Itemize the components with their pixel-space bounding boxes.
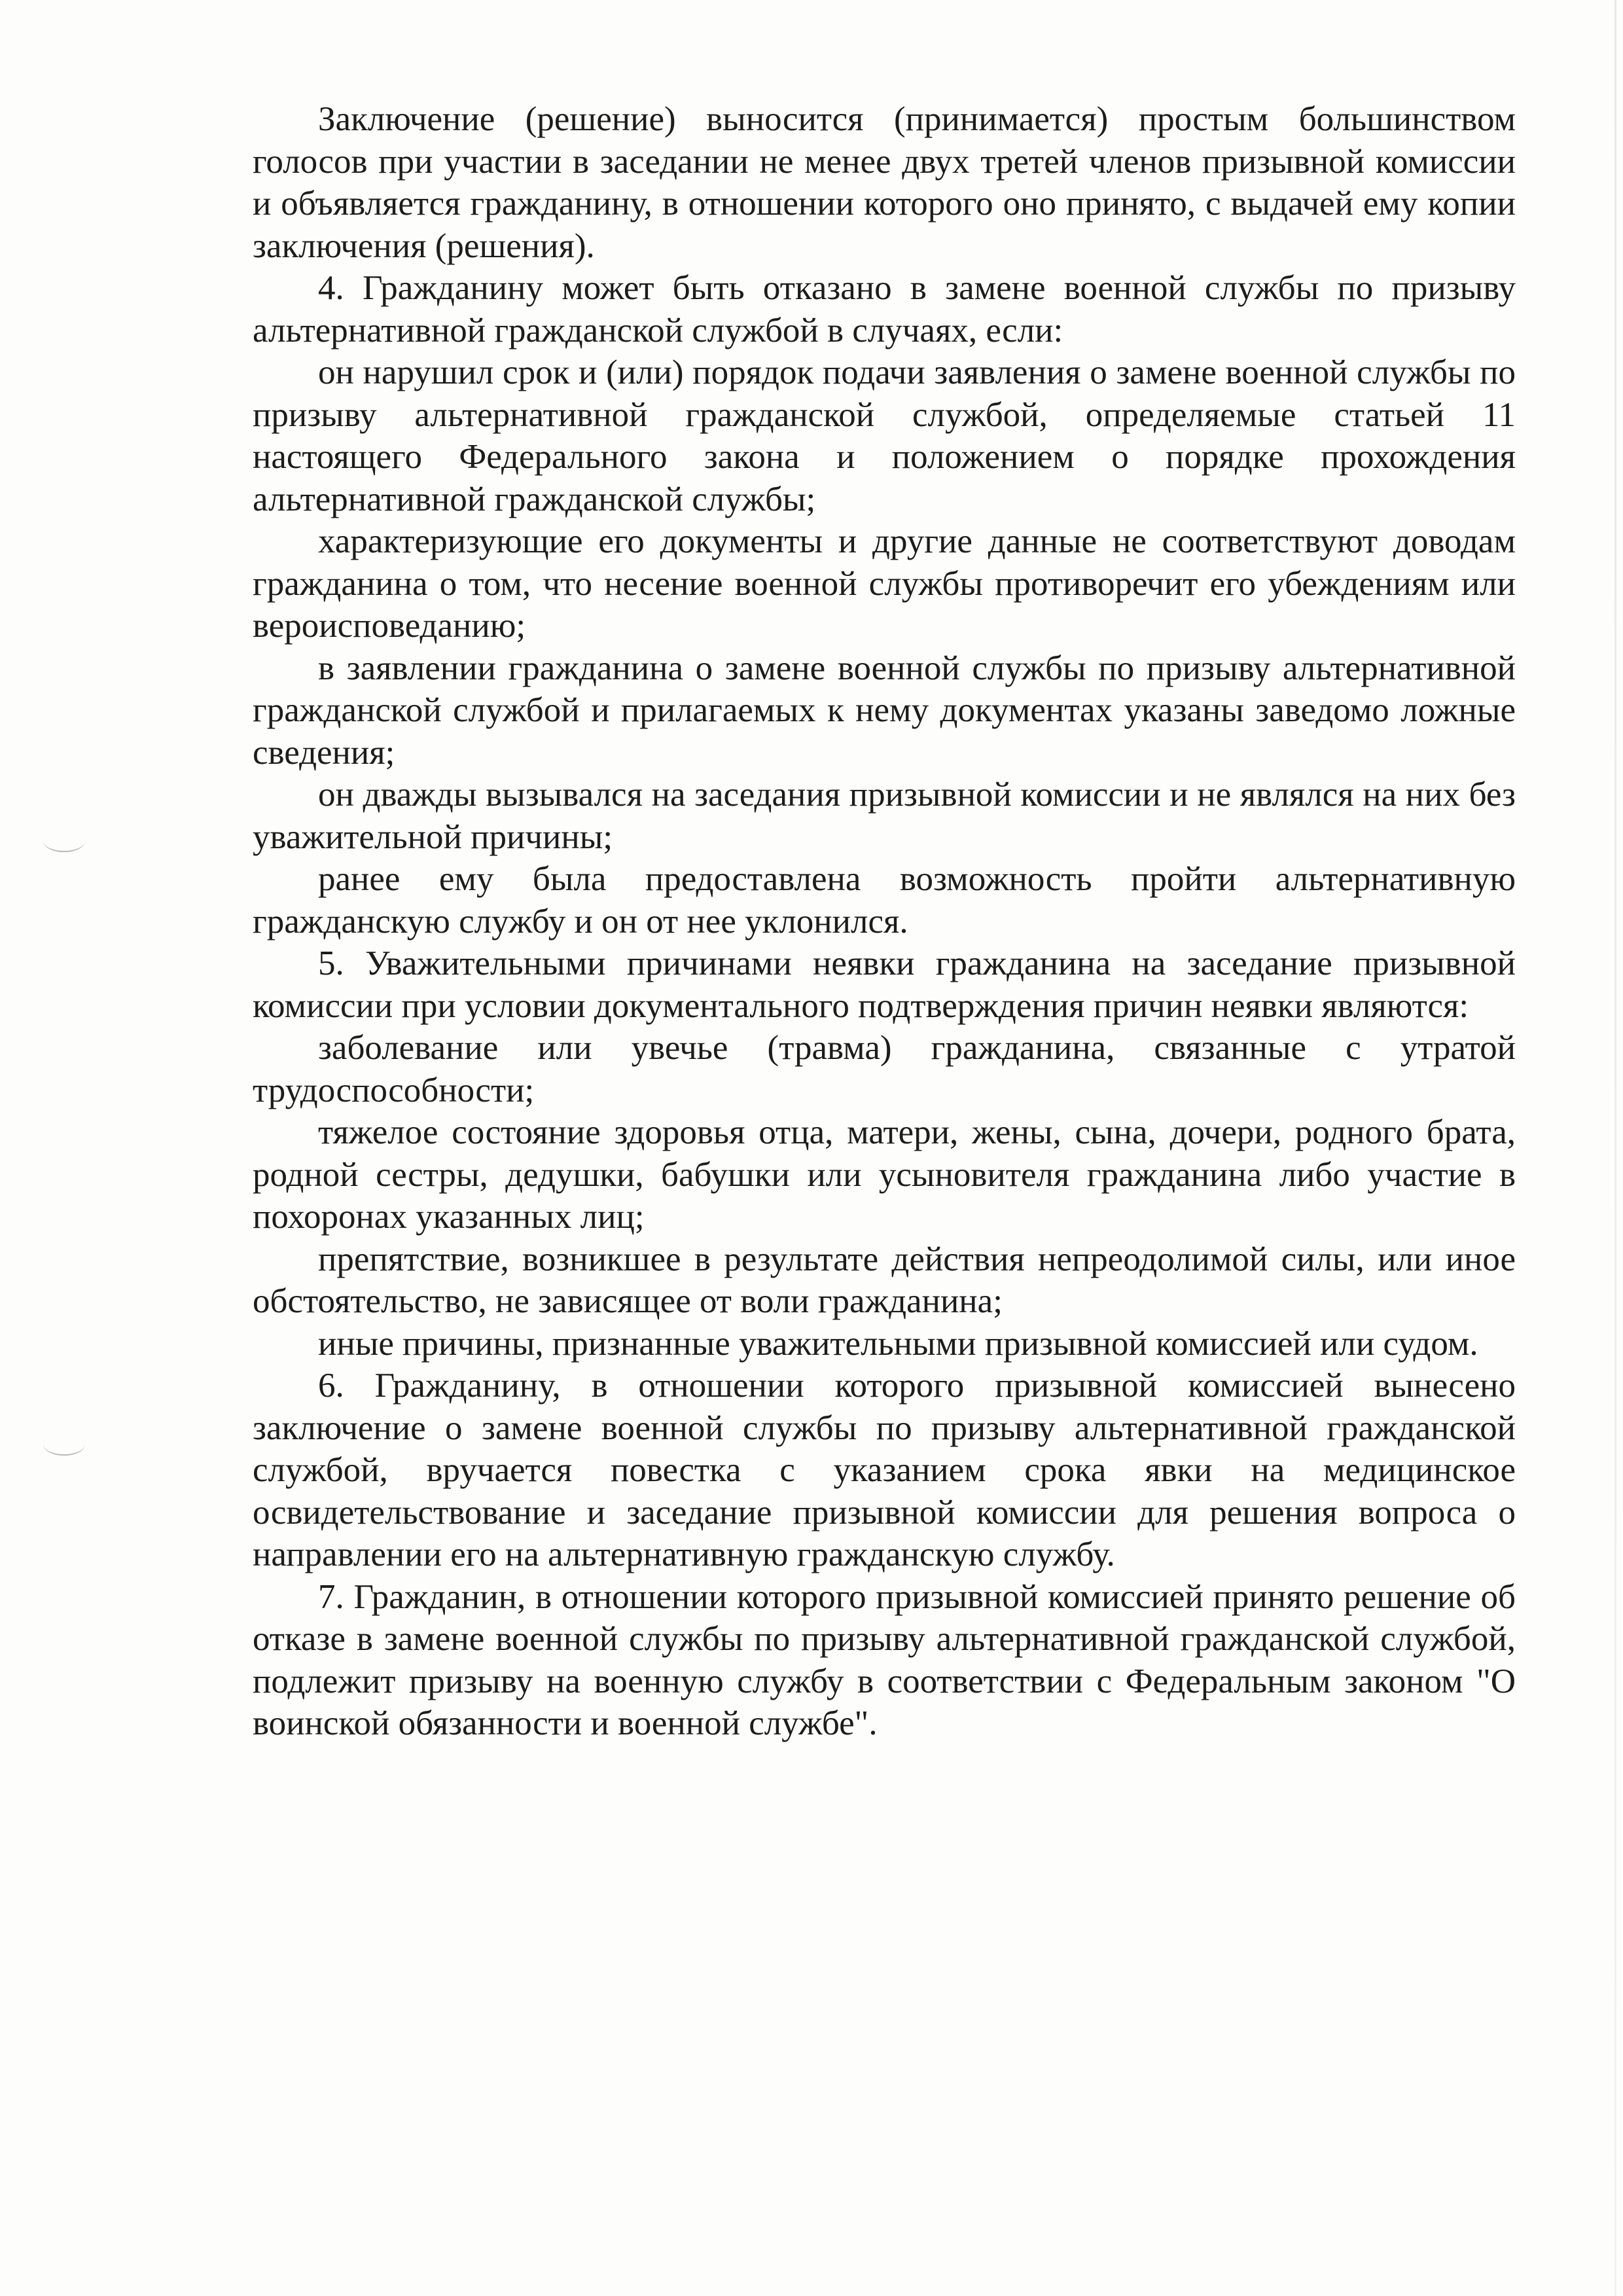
paragraph-item-5-family: тяжелое состояние здоровья отца, матери, жены, сына, дочери, родного брата, родной сестры, дедушки, бабушки или усыновителя гражданина либо участие в похоронах указанных лиц; [253,1113,1516,1236]
paragraph-item-4-case-evasion: ранее ему была предоставлена возможность пройти альтернативную гражданскую службу и он от нее уклонился. [253,860,1516,941]
page-edge-shadow [1614,0,1616,2296]
punch-hole-mark-bottom [43,1433,85,1456]
paragraph-item-4-case-false-info: в заявлении гражданина о замене военной службы по призыву альтернативной гражданской службой и прилагаемых к нему документах указаны заведомо ложные сведения; [253,649,1516,772]
paragraph-item-4-case-documents: характеризующие его документы и другие данные не соответствуют доводам гражданина о том, что несение военной службы противоречит его убеждениям или вероисповеданию; [253,522,1516,645]
paragraph-item-7: 7. Гражданин, в отношении которого призывной комиссией принято решение об отказе в замене военной службы по призыву альтернативной гражданской службой, подлежит призыву на военную службу в соответствии с Федеральным законом "О воинской обязанности и военной службе". [253,1577,1516,1742]
paragraph-item-4-case-absence: он дважды вызывался на заседания призывной комиссии и не являлся на них без уважительной причины; [253,776,1516,856]
paragraph-item-5-force-majeure: препятствие, возникшее в результате действия непреодолимой силы, или иное обстоятельство, не зависящее от воли гражданина; [253,1240,1516,1320]
paragraph-item-6: 6. Гражданину, в отношении которого призывной комиссией вынесено заключение о замене военной службы по призыву альтернативной гражданской службой, вручается повестка с указанием срока явки на медицинское освидетельствование и заседание призывной комиссии для решения вопроса о направлении его на альтернативную гражданскую службу. [253,1367,1516,1573]
paragraph-item-5-other: иные причины, признанные уважительными призывной комиссией или судом. [318,1324,1478,1363]
paragraph-item-5: 5. Уважительными причинами неявки гражданина на заседание призывной комиссии при условии документального подтверждения причин неявки являются: [253,944,1516,1025]
paragraph-conclusion: Заключение (решение) выносится (принимается) простым большинством голосов при участии в заседании не менее двух третей членов призывной комиссии и объявляется гражданину, в отношении которого оно принято, с выдачей ему копии заключения (решения). [253,100,1516,265]
paragraph-item-4-case-deadline: он нарушил срок и (или) порядок подачи заявления о замене военной службы по призыву альтернативной гражданской службой, определяемые статьей 11 настоящего Федерального закона и положением о порядке прохождения альтернативной гражданской службы; [253,353,1516,518]
paragraph-item-4: 4. Гражданину может быть отказано в замене военной службы по призыву альтернативной гражданской службой в случаях, если: [253,269,1516,350]
punch-hole-mark-top [43,830,85,852]
document-body [253,98,1516,1745]
paragraph-item-5-illness: заболевание или увечье (травма) гражданина, связанные с утратой трудоспособности; [253,1029,1516,1109]
